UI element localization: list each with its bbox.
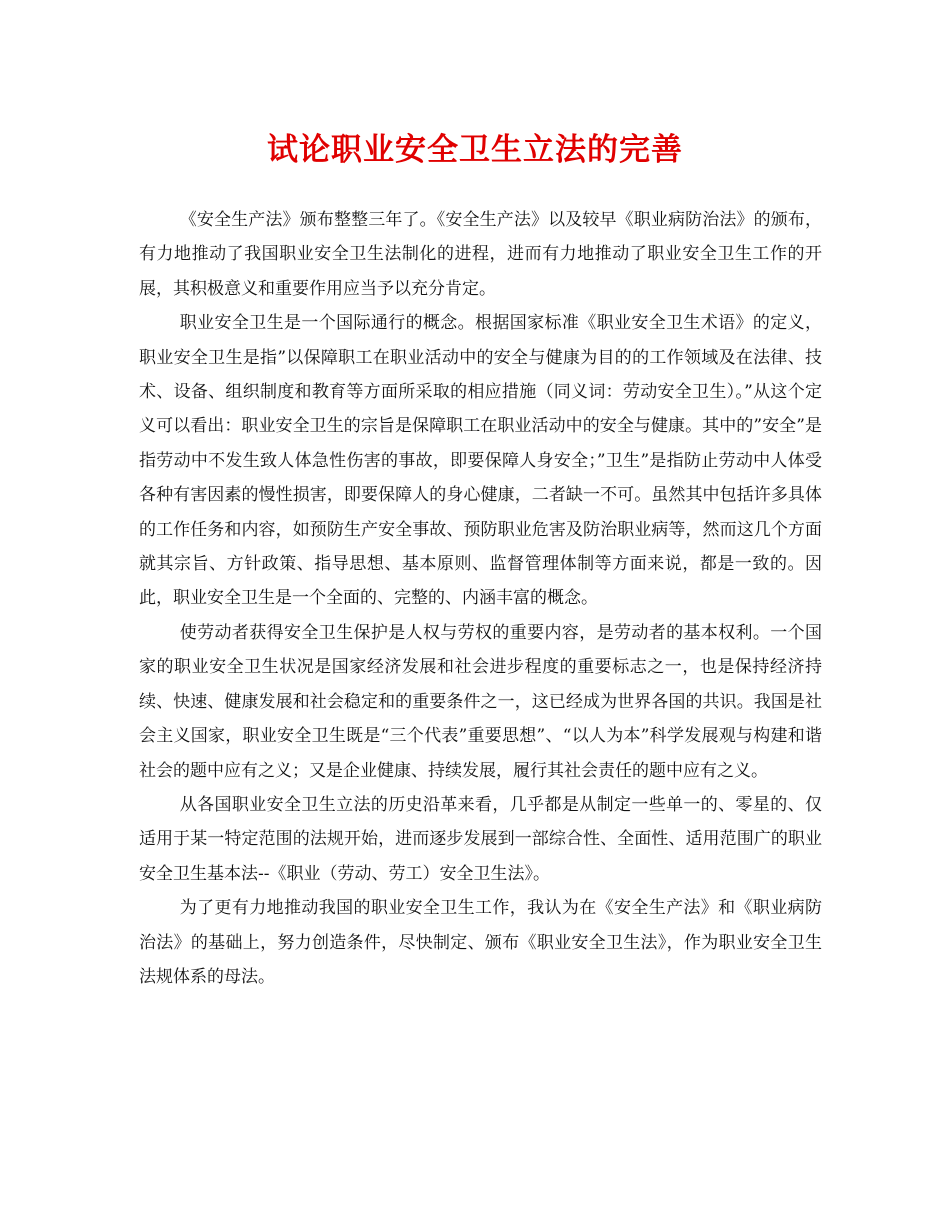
paragraph-5: 为了更有力地推动我国的职业安全卫生工作，我认为在《安全生产法》和《职业病防治法》的基础上，努力创造条件，尽快制定、颁布《职业安全卫生法》，作为职业安全卫生法规体系的母法。	[139, 898, 822, 987]
paragraph-4: 从各国职业安全卫生立法的历史沿革来看，几乎都是从制定一些单一的、零星的、仅适用于某一特定范围的法规开始，进而逐步发展到一部综合性、全面性、适用范围广的职业安全卫生基本法--《职业（劳动、劳工）安全卫生法》。	[139, 794, 822, 884]
paragraph-3: 使劳动者获得安全卫生保护是人权与劳权的重要内容，是劳动者的基本权利。一个国家的职业安全卫生状况是国家经济发展和社会进步程度的重要标志之一，也是保持经济持续、快速、健康发展和社会稳定和的重要条件之一，这已经成为世界各国的共识。我国是社会主义国家，职业安全卫生既是“三个代表”重要思想”、“以人为本”科学发展观与构建和谐社会的题中应有之义；又是企业健康、持续发展，履行其社会责任的题中应有之义。	[139, 622, 822, 781]
paragraph-2: 职业安全卫生是一个国际通行的概念。根据国家标准《职业安全卫生术语》的定义，职业安全卫生是指”以保障职工在职业活动中的安全与健康为目的的工作领域及在法律、技术、设备、组织制度和教育等方面所采取的相应措施（同义词：劳动安全卫生）。”从这个定义可以看出：职业安全卫生的宗旨是保障职工在职业活动中的安全与健康。其中的”安全”是指劳动中不发生致人体急性伤害的事故，即要保障人身安全；”卫生”是指防止劳动中人体受各种有害因素的慢性损害，即要保障人的身心健康，二者缺一不可。虽然其中包括许多具体的工作任务和内容，如预防生产安全事故、预防职业危害及防治职业病等，然而这几个方面就其宗旨、方针政策、指导思想、基本原则、监督管理体制等方面来说，都是一致的。因此，职业安全卫生是一个全面的、完整的、内涵丰富的概念。	[139, 313, 822, 609]
document-body	[139, 203, 822, 994]
document-title: 试论职业安全卫生立法的完善	[267, 132, 683, 168]
paragraph-1: 《安全生产法》颁布整整三年了。《安全生产法》以及较早《职业病防治法》的颁布，有力地推动了我国职业安全卫生法制化的进程，进而有力地推动了职业安全卫生工作的开展，其积极意义和重要作用应当予以充分肯定。	[139, 210, 822, 299]
